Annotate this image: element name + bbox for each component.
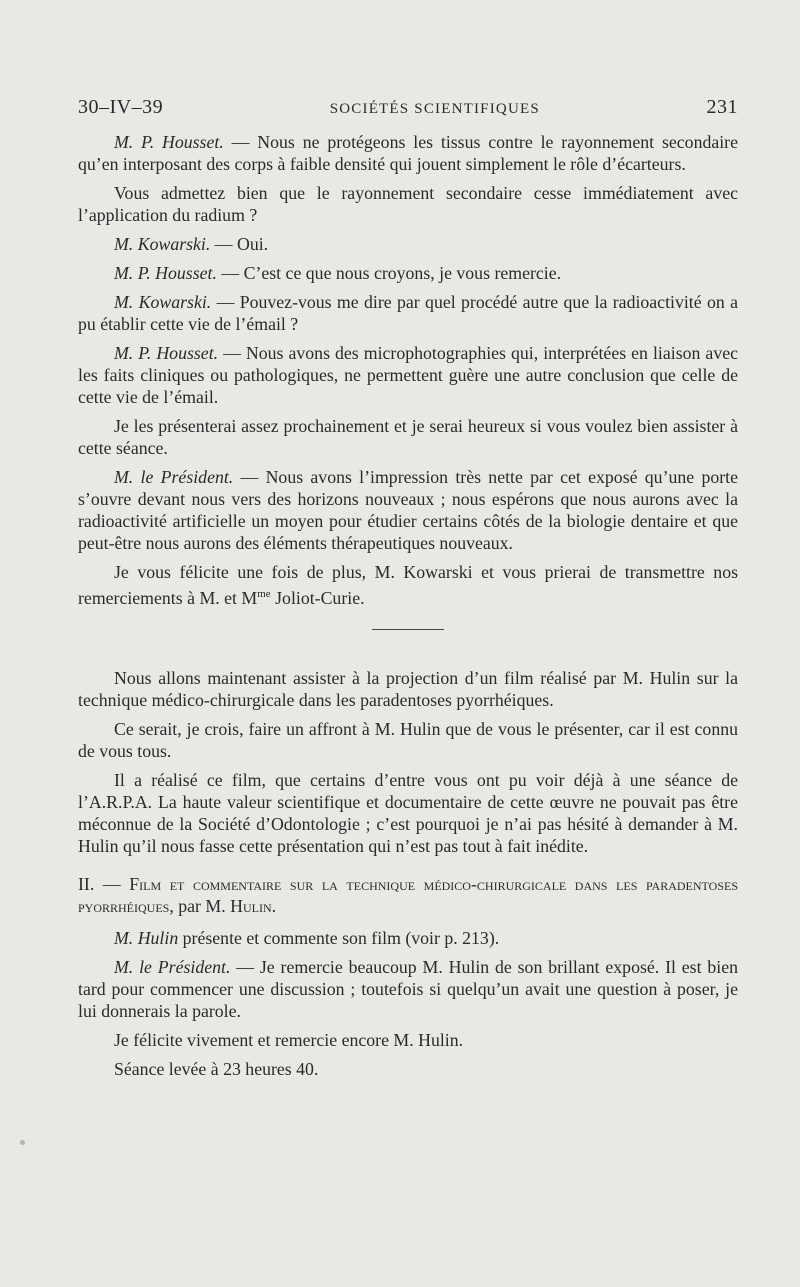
paragraph-text: Ce serait, je crois, faire un affront à M. Hulin que de vous le présenter, car il est connu de vous tous.	[78, 718, 738, 761]
paragraph-text: — Nous avons l’impression très nette par cet exposé qu’une porte s’ouvre devant nous vers des horizons nouveaux ; nous espérons que nous aurons avec la radioactivité artificielle un moyen pour étudier certains côtés de la biologie dentaire et que peut-être nous aurons des éléments thérapeutiques nouveaux.	[78, 467, 738, 553]
section-by: par M.	[178, 895, 226, 916]
paragraph-text: — Pouvez-vous me dire par quel procédé autre que la radioactivité on a pu établir cette vie de l’émail ?	[78, 292, 738, 334]
running-header	[78, 96, 738, 119]
superscript: me	[257, 588, 271, 600]
speaker: M. Kowarski.	[114, 292, 212, 312]
paragraph-text: — Je remercie beaucoup M. Hulin de son brillant exposé. Il est bien tard pour commencer une discussion ; toutefois si quelqu’un avait une question à poser, je lui donnerais la parole.	[78, 956, 738, 1021]
header-title: SOCIÉTÉS SCIENTIFIQUES	[329, 101, 540, 117]
paragraph-text: — C’est ce que nous croyons, je vous remercie.	[216, 263, 562, 283]
paragraph-text: Vous admettez bien que le rayonnement secondaire cesse immédiatement avec l’application du radium ?	[78, 183, 738, 225]
section-heading	[78, 873, 738, 917]
paragraph	[78, 927, 738, 949]
section-title: — Film et commentaire sur la technique médico-chirurgicale dans les paradentoses pyorrhéiques,	[78, 873, 739, 916]
margin-speck	[20, 1140, 25, 1145]
section-number: II.	[78, 873, 95, 894]
paragraph	[78, 342, 738, 408]
paragraph-text: Je vous félicite une fois de plus, M. Kowarski et vous prierai de transmettre nos remerciements à M. et M	[78, 562, 738, 608]
paragraph-text: Séance levée à 23 heures 40.	[114, 1058, 319, 1079]
paragraph	[78, 415, 738, 459]
closing-line	[78, 1058, 738, 1080]
section-author: Hulin.	[230, 895, 277, 916]
paragraph-text: — Nous avons des microphotographies qui, interprétées en liaison avec les faits cliniques ou pathologiques, ne permettent guère une autre conclusion que celle de cette vie de l’émail.	[78, 343, 738, 407]
speaker: M. le Président.	[114, 956, 231, 977]
paragraph	[78, 561, 738, 609]
speaker: M. le Président.	[114, 467, 234, 487]
paragraph-text: Nous allons maintenant assister à la projection d’un film réalisé par M. Hulin sur la technique médico-chirurgicale dans les paradentoses pyorrhéiques.	[78, 667, 738, 710]
paragraph	[78, 1029, 738, 1051]
paragraph-text: Joliot-Curie.	[270, 587, 365, 608]
paragraph-text: présente et commente son film (voir p. 213).	[178, 927, 500, 948]
speaker: M. Kowarski.	[114, 234, 211, 254]
paragraph	[78, 667, 738, 711]
paragraph	[78, 131, 738, 175]
speaker: M. Hulin	[114, 927, 179, 948]
page	[78, 96, 738, 1087]
paragraph-text: Je les présenterai assez prochainement et je serai heureux si vous voulez bien assister à cette séance.	[78, 416, 738, 458]
paragraph	[78, 769, 738, 857]
speaker: M. P. Housset.	[114, 263, 217, 283]
speaker: M. P. Housset.	[114, 132, 224, 152]
page-number: 231	[706, 96, 738, 118]
section-divider	[372, 629, 444, 630]
paragraph	[78, 718, 738, 762]
paragraph-text: — Nous ne protégeons les tissus contre le rayonnement secondaire qu’en interposant des corps à faible densité qui jouent simplement le rôle d’écarteurs.	[78, 132, 738, 174]
paragraph	[78, 262, 738, 284]
paragraph	[78, 182, 738, 226]
paragraph	[78, 956, 738, 1022]
paragraph-text: — Oui.	[210, 234, 269, 254]
paragraph	[78, 466, 738, 554]
paragraph-text: Je félicite vivement et remercie encore M. Hulin.	[114, 1029, 464, 1050]
paragraph	[78, 233, 738, 255]
paragraph	[78, 291, 738, 335]
header-date: 30–IV–39	[78, 96, 164, 118]
paragraph-text: Il a réalisé ce film, que certains d’entre vous ont pu voir déjà à une séance de l’A.R.P.A. La haute valeur scientifique et documentaire de cette œuvre ne pouvait pas être méconnue de la Société d’Odontologie ; c’est pourquoi je n’ai pas hésité à demander à M. Hulin qu’il nous fasse cette présentation qui n’est pas tout à fait inédite.	[78, 769, 738, 856]
speaker: M. P. Housset.	[114, 343, 219, 363]
